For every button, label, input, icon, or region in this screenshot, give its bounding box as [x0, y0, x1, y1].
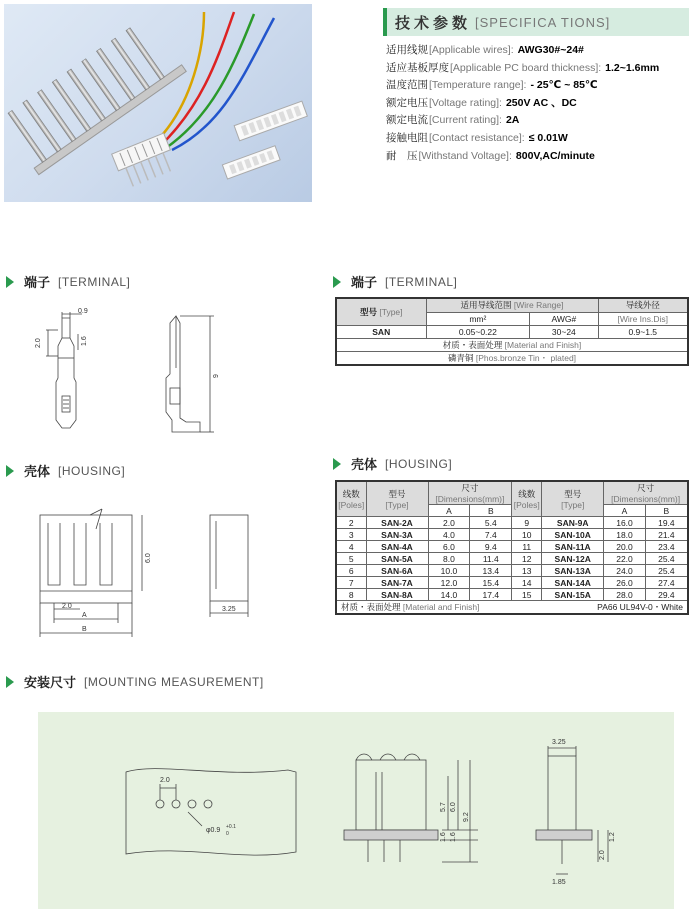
spec-value: - 25℃ ~ 85℃	[530, 79, 598, 92]
spec-value: 250V AC 、DC	[505, 96, 577, 109]
cell-p: 12	[512, 553, 542, 565]
th-outer-en: [Wire Ins.Dis]	[598, 312, 688, 325]
th-outer	[598, 298, 688, 312]
spec-value: ≤ 0.01W	[528, 131, 568, 144]
material-label: 材质・表面处理	[442, 339, 503, 350]
cell-p: 5	[336, 553, 366, 565]
table-row	[336, 553, 688, 565]
th-awg: AWG#	[530, 312, 598, 325]
dim-label: 2.0	[62, 603, 72, 610]
cell-t: SAN-12A	[542, 553, 604, 565]
material-label-en: [Material and Finish]	[504, 339, 582, 350]
spec-key-en: [Applicable wires]:	[429, 44, 514, 56]
spec-key: 额定电压	[386, 96, 428, 109]
mounting-drawing	[38, 712, 674, 909]
spec-key: 耐 压	[386, 149, 418, 162]
cell-t: SAN-11A	[542, 541, 604, 553]
th-label: 导线外径	[625, 300, 660, 311]
cell-a: 18.0	[604, 529, 646, 541]
bullet-triangle-icon	[333, 276, 341, 288]
cell-p: 10	[512, 529, 542, 541]
material-row	[336, 601, 688, 615]
th-label-en: [Type]	[561, 500, 585, 510]
dim-label: 2.0	[35, 338, 42, 348]
material-row	[336, 338, 688, 351]
table-row	[336, 577, 688, 589]
cell-t: SAN-9A	[542, 517, 604, 529]
cell-b: 23.4	[645, 541, 688, 553]
specs-title-en: [SPECIFICA TIONS]	[475, 14, 611, 30]
cell-b: 25.4	[645, 553, 688, 565]
material-label-en: [Material and Finish]	[402, 602, 480, 612]
cell-b: 25.4	[645, 565, 688, 577]
spec-key: 适应基板厚度	[386, 61, 449, 74]
material-label: 材质・表面处理	[341, 602, 401, 612]
th-label: 线数	[342, 489, 360, 499]
cell-b: 7.4	[470, 529, 512, 541]
cell-p: 2	[336, 517, 366, 529]
cell-b: 13.4	[470, 565, 512, 577]
spec-key-en: [Current rating]:	[429, 114, 502, 127]
bullet-triangle-icon	[6, 276, 14, 288]
th-type-2	[542, 481, 604, 517]
cell-p: 11	[512, 541, 542, 553]
cell-awg: 30~24	[530, 325, 598, 338]
th-mm2: mm²	[426, 312, 530, 325]
th-label-en: [Dimensions(mm)]	[611, 494, 681, 504]
finish-row	[336, 351, 688, 365]
housing-table	[335, 480, 689, 615]
th-label-en: [Poles]	[338, 500, 365, 510]
cell-p: 6	[336, 565, 366, 577]
cell-b: 15.4	[470, 577, 512, 589]
cell-p: 15	[512, 589, 542, 601]
cell-t: SAN-5A	[366, 553, 428, 565]
th-b: B	[470, 505, 512, 517]
table-row	[336, 565, 688, 577]
th-a: A	[428, 505, 470, 517]
th-label: 尺寸	[461, 483, 479, 493]
dim-label: 6.0	[450, 802, 457, 812]
th-label-en: [Type]	[385, 500, 409, 510]
cell-t: SAN-15A	[542, 589, 604, 601]
finish-label: 磷青铜	[447, 352, 474, 363]
finish-label-en: [Phos.bronze Tin・ plated]	[475, 352, 577, 363]
section-terminal-right	[333, 272, 457, 291]
th-label-en: [Wire Range]	[513, 300, 564, 311]
cell-t: SAN-10A	[542, 529, 604, 541]
cell-b: 27.4	[645, 577, 688, 589]
cell-a: 28.0	[604, 589, 646, 601]
cell-p: 7	[336, 577, 366, 589]
dim-label: 9	[213, 374, 220, 378]
dim-label: +0.1	[226, 824, 236, 830]
dim-label: 1.2	[609, 832, 616, 842]
cell-p: 3	[336, 529, 366, 541]
product-photo	[4, 4, 312, 202]
cell-mm2: 0.05~0.22	[426, 325, 530, 338]
section-title-cn: 端子	[351, 275, 378, 290]
cell-p: 13	[512, 565, 542, 577]
section-title-en: [MOUNTING MEASUREMENT]	[84, 674, 264, 689]
section-title-cn: 壳体	[24, 464, 51, 479]
dim-label: 1.6	[450, 832, 457, 842]
spec-row	[386, 77, 696, 95]
th-dim-2	[604, 481, 688, 505]
th-label-en: [Dimensions(mm)]	[435, 494, 505, 504]
spec-key-en: [Applicable PC board thickness]:	[450, 61, 602, 74]
dim-label: 2.0	[160, 777, 170, 784]
specs-list	[386, 42, 696, 165]
spec-row	[386, 148, 696, 166]
th-label-en: [Type]	[379, 306, 403, 317]
spec-key: 接触电阻	[386, 131, 428, 144]
cell-p: 4	[336, 541, 366, 553]
bullet-triangle-icon	[6, 465, 14, 477]
section-title-en: [HOUSING]	[385, 456, 453, 471]
dim-label: A	[82, 612, 87, 619]
cell-p: 9	[512, 517, 542, 529]
section-title-en: [TERMINAL]	[58, 274, 131, 289]
table-row	[336, 325, 688, 338]
section-housing-left	[6, 461, 125, 480]
cell-a: 26.0	[604, 577, 646, 589]
bullet-triangle-icon	[333, 458, 341, 470]
cell-t: SAN-6A	[366, 565, 428, 577]
th-label: 型号	[564, 489, 582, 499]
cell-type: SAN	[336, 325, 426, 338]
dim-label: 0	[226, 831, 229, 837]
cell-a: 10.0	[428, 565, 470, 577]
dim-label: φ0.9	[206, 827, 221, 834]
th-label: 型号	[359, 306, 377, 317]
cell-p: 8	[336, 589, 366, 601]
spec-key: 额定电流	[386, 114, 428, 127]
dim-label: 0.9	[78, 308, 88, 315]
cell-b: 11.4	[470, 553, 512, 565]
cell-b: 17.4	[470, 589, 512, 601]
th-a: A	[604, 505, 646, 517]
dim-label: 6.0	[145, 553, 152, 563]
mounting-panel	[38, 712, 674, 909]
dim-label: 3.25	[552, 739, 566, 746]
spec-row	[386, 112, 696, 130]
dim-label: 9.2	[463, 812, 470, 822]
section-terminal-left	[6, 272, 130, 291]
th-label: 尺寸	[637, 483, 655, 493]
cell-t: SAN-7A	[366, 577, 428, 589]
cell-t: SAN-14A	[542, 577, 604, 589]
th-type	[336, 298, 426, 325]
spec-value: 2A	[505, 114, 520, 127]
spec-row	[386, 130, 696, 148]
cell-a: 2.0	[428, 517, 470, 529]
spec-value: 800V,AC/minute	[515, 149, 595, 162]
section-title-cn: 壳体	[351, 457, 378, 472]
dim-label: 5.7	[440, 802, 447, 812]
cell-a: 12.0	[428, 577, 470, 589]
cell-a: 16.0	[604, 517, 646, 529]
terminal-table	[335, 297, 689, 366]
spec-value: AWG30#~24#	[517, 44, 584, 56]
th-dim	[428, 481, 512, 505]
dim-label: 1.85	[552, 879, 566, 886]
th-poles	[336, 481, 366, 517]
bullet-triangle-icon	[6, 676, 14, 688]
cell-a: 8.0	[428, 553, 470, 565]
th-b: B	[645, 505, 688, 517]
cell-a: 20.0	[604, 541, 646, 553]
cell-a: 4.0	[428, 529, 470, 541]
section-mounting	[6, 672, 264, 691]
th-label: 适用导线范围	[460, 300, 512, 311]
cell-a: 22.0	[604, 553, 646, 565]
spec-key-en: [Voltage rating]:	[429, 96, 502, 109]
cell-b: 9.4	[470, 541, 512, 553]
cell-outer: 0.9~1.5	[598, 325, 688, 338]
cell-t: SAN-3A	[366, 529, 428, 541]
th-poles-2	[512, 481, 542, 517]
table-row	[336, 589, 688, 601]
spec-key-en: [Temperature range]:	[429, 79, 527, 92]
table-row	[336, 541, 688, 553]
cell-b: 29.4	[645, 589, 688, 601]
spec-key-en: [Contact resistance]:	[429, 131, 525, 144]
cell-a: 14.0	[428, 589, 470, 601]
terminal-drawing	[30, 308, 260, 438]
finish-label: PA66 UL94V-0・White	[597, 602, 683, 612]
dim-label: 2.0	[599, 850, 606, 860]
th-wire-range	[426, 298, 598, 312]
dim-label: 3.25	[222, 606, 236, 613]
cell-b: 5.4	[470, 517, 512, 529]
th-label: 线数	[518, 489, 536, 499]
dim-label: 1.6	[440, 832, 447, 842]
cell-p: 14	[512, 577, 542, 589]
section-title-en: [TERMINAL]	[385, 274, 458, 289]
th-label-en: [Poles]	[513, 500, 540, 510]
spec-value: 1.2~1.6mm	[605, 61, 660, 74]
section-housing-right	[333, 454, 452, 473]
th-label: 型号	[388, 489, 406, 499]
cell-a: 6.0	[428, 541, 470, 553]
section-title-en: [HOUSING]	[58, 463, 126, 478]
spec-row	[386, 60, 696, 78]
spec-key: 适用线规	[386, 44, 428, 56]
specs-title-cn: 技术参数	[395, 14, 472, 32]
cell-t: SAN-8A	[366, 589, 428, 601]
table-row	[336, 529, 688, 541]
cell-b: 19.4	[645, 517, 688, 529]
cell-t: SAN-4A	[366, 541, 428, 553]
section-title-cn: 端子	[24, 275, 51, 290]
cell-t: SAN-2A	[366, 517, 428, 529]
section-title-cn: 安装尺寸	[24, 675, 77, 690]
spec-key: 温度范围	[386, 79, 428, 92]
cell-b: 21.4	[645, 529, 688, 541]
spec-key-en: [Withstand Voltage]:	[418, 149, 512, 162]
cell-t: SAN-13A	[542, 565, 604, 577]
cell-a: 24.0	[604, 565, 646, 577]
specs-header	[383, 8, 689, 36]
th-type	[366, 481, 428, 517]
housing-drawing	[30, 505, 270, 645]
dim-label: B	[82, 626, 87, 633]
table-row	[336, 517, 688, 529]
spec-row	[386, 42, 696, 60]
spec-row	[386, 95, 696, 113]
dim-label: 1.6	[81, 336, 88, 346]
